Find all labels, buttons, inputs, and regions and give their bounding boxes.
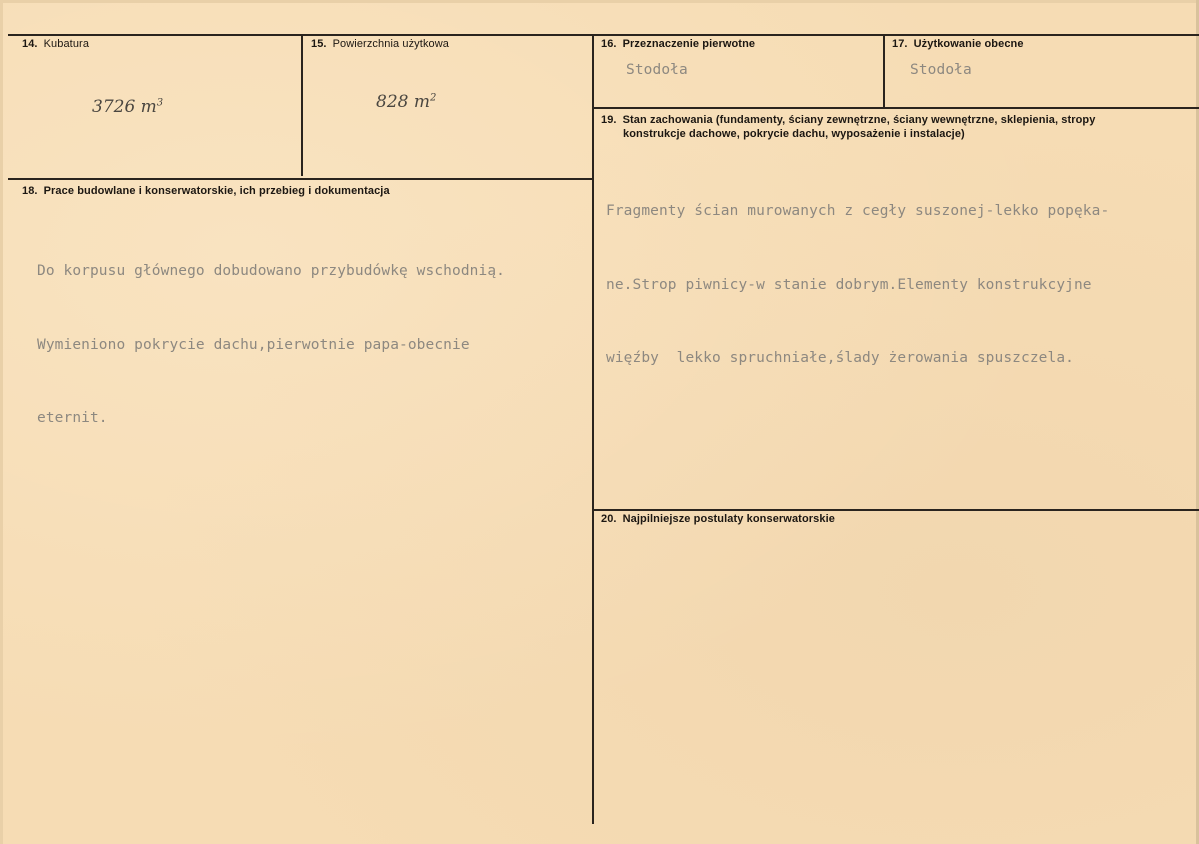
field-17-value: Stodoła [910,62,972,78]
field-15-value: 828 $m^2$ [376,92,437,112]
field-14-label: 14. Kubatura [22,38,90,50]
field-15-label: 15. Powierzchnia użytkowa [311,38,450,50]
field-18-label: 18. Prace budowlane i konserwatorskie, ich przebieg i dokumentacja [22,185,390,197]
field-19-line: ne.Strop piwnicy-w stanie dobrym.Elementy konstrukcyjne [606,276,1092,293]
field-18-line: eternit. [37,410,108,426]
field-16-label: 16. Przeznaczenie pierwotne [601,38,756,50]
field-19-line: Fragmenty ścian murowanych z cegły suszonej-lekko popęka- [606,203,1110,219]
card-edge-left [0,0,3,844]
divider-main [592,34,594,824]
field-17-label: 17. Użytkowanie obecne [892,38,1024,50]
field-18-line: Wymieniono pokrycie dachu,pierwotnie papa-obecnie [37,336,470,353]
field-14-value: 3726 $m^3$ [92,97,164,117]
field-18-line: Do korpusu głównego dobudowano przybudówkę wschodnią. [37,263,505,279]
top-rule [8,34,1199,36]
field-19-text [606,150,1109,420]
field-19-label: 19. Stan zachowania (fundamenty, ściany zewnętrzne, ściany wewnętrzne, sklepienia, stropy [601,114,1096,126]
field-19-line: więźby lekko spruchniałe,ślady żerowania spuszczela. [606,350,1074,366]
rule-under-16-17 [592,107,1199,109]
field-19-label-cont: konstrukcje dachowe, pokrycie dachu, wyposażenie i instalacje) [623,128,965,140]
rule-under-19 [592,509,1199,511]
field-18-text [37,210,505,480]
field-20-label: 20. Najpilniejsze postulaty konserwatorskie [601,513,835,525]
field-16-value: Stodoła [626,62,688,78]
rule-under-14-15 [8,178,594,180]
divider-16-17 [883,34,885,107]
divider-14-15 [301,34,303,176]
card-edge-top [0,0,1199,3]
